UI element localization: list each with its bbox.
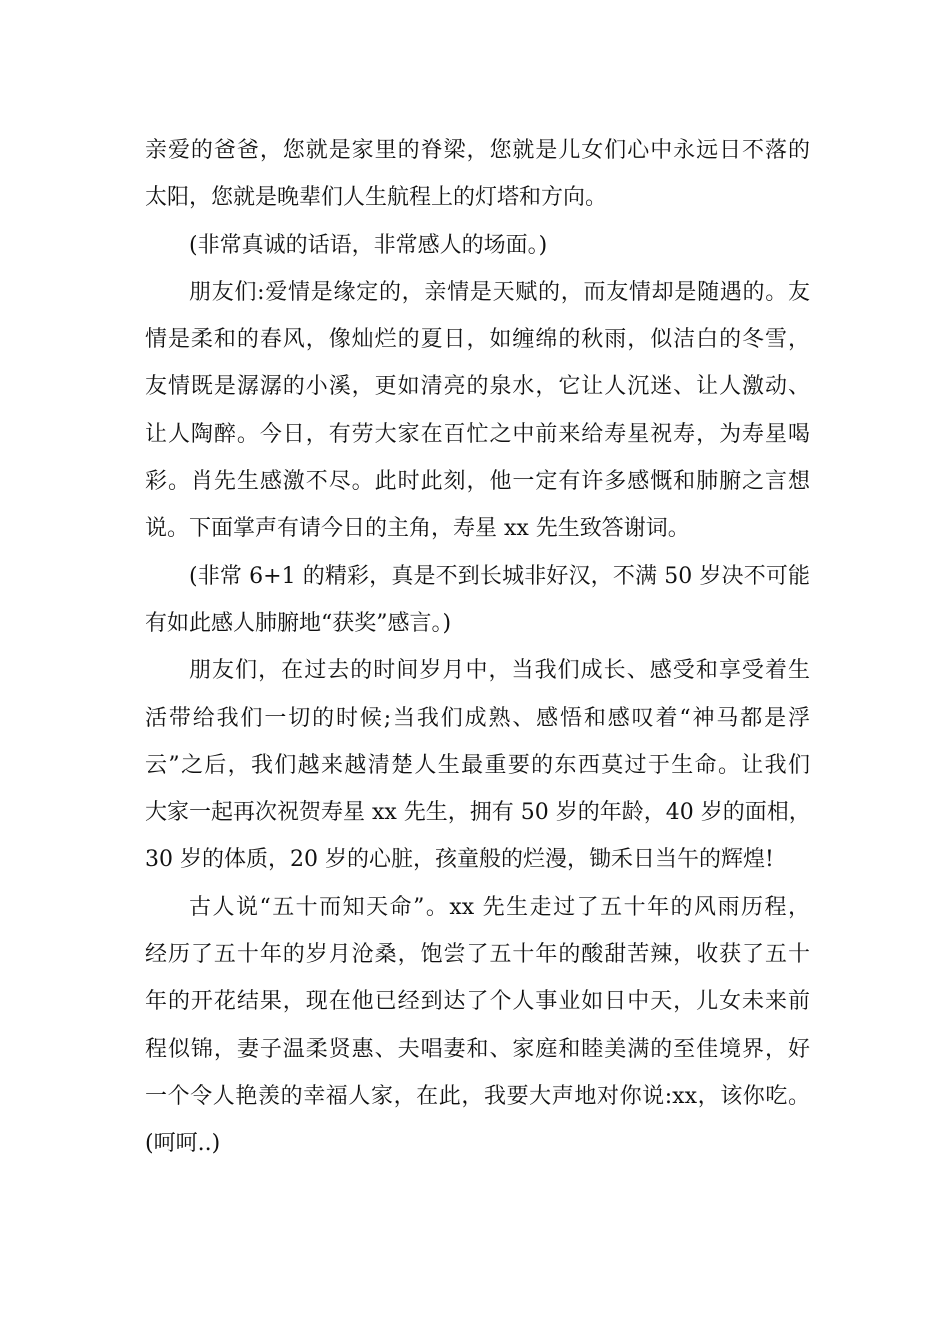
text-line: 情是柔和的春风，像灿烂的夏日，如缠绵的秋雨，似洁白的冬雪， [145,327,810,353]
text-line: (呵呵..) [145,1131,221,1157]
text-line: (非常 6+1 的精彩，真是不到长城非好汉，不满 50 岁决不可能 [189,563,810,589]
text-line: 程似锦，妻子温柔贤惠、夫唱妻和、家庭和睦美满的至佳境界，好 [145,1036,810,1062]
text-line: 大家一起再次祝贺寿星 xx 先生，拥有 50 岁的年龄，40 岁的面相， [145,800,811,826]
text-line: 让人陶醉。今日，有劳大家在百忙之中前来给寿星祝寿，为寿星喝 [145,421,810,447]
text-line: 朋友们，在过去的时间岁月中，当我们成长、感受和享受着生 [189,658,810,684]
text-line: 亲爱的爸爸，您就是家里的脊梁，您就是儿女们心中永远日不落的 [145,138,810,163]
paragraph-4 [145,553,810,648]
text-line: 古人说“五十而知天命”。xx 先生走过了五十年的风雨历程， [189,894,810,920]
paragraph-2 [145,222,810,269]
text-line: 一个令人艳羡的幸福人家，在此，我要大声地对你说:xx，该你吃。 [145,1083,810,1109]
paragraph-6 [145,884,810,1168]
text-line: 活带给我们一切的时候;当我们成熟、感悟和感叹着“神马都是浮 [145,705,810,731]
text-line: 有如此感人肺腑地“获奖”感言。) [145,610,452,636]
text-line: 30 岁的体质，20 岁的心脏，孩童般的烂漫，锄禾日当午的辉煌! [145,847,774,873]
paragraph-3 [145,269,810,553]
text-line: 太阳，您就是晚辈们人生航程上的灯塔和方向。 [145,185,608,211]
text-line: 经历了五十年的岁月沧桑，饱尝了五十年的酸甜苦辣，收获了五十 [145,942,810,968]
text-line: 年的开花结果，现在他已经到达了个人事业如日中天，儿女未来前 [145,989,810,1015]
text-line: 云”之后，我们越来越清楚人生最重要的东西莫过于生命。让我们 [145,752,810,778]
text-line: 彩。肖先生感激不尽。此时此刻，他一定有许多感慨和肺腑之言想 [145,469,810,495]
document-page [145,127,810,1168]
text-line: 说。下面掌声有请今日的主角，寿星 xx 先生致答谢词。 [145,516,690,542]
text-line: (非常真诚的话语，非常感人的场面。) [189,232,548,258]
text-line: 友情既是潺潺的小溪，更如清亮的泉水，它让人沉迷、让人激动、 [145,374,810,400]
text-line: 朋友们:爱情是缘定的，亲情是天赋的，而友情却是随遇的。友 [189,279,810,305]
paragraph-5 [145,647,810,883]
paragraph-1 [145,127,810,222]
